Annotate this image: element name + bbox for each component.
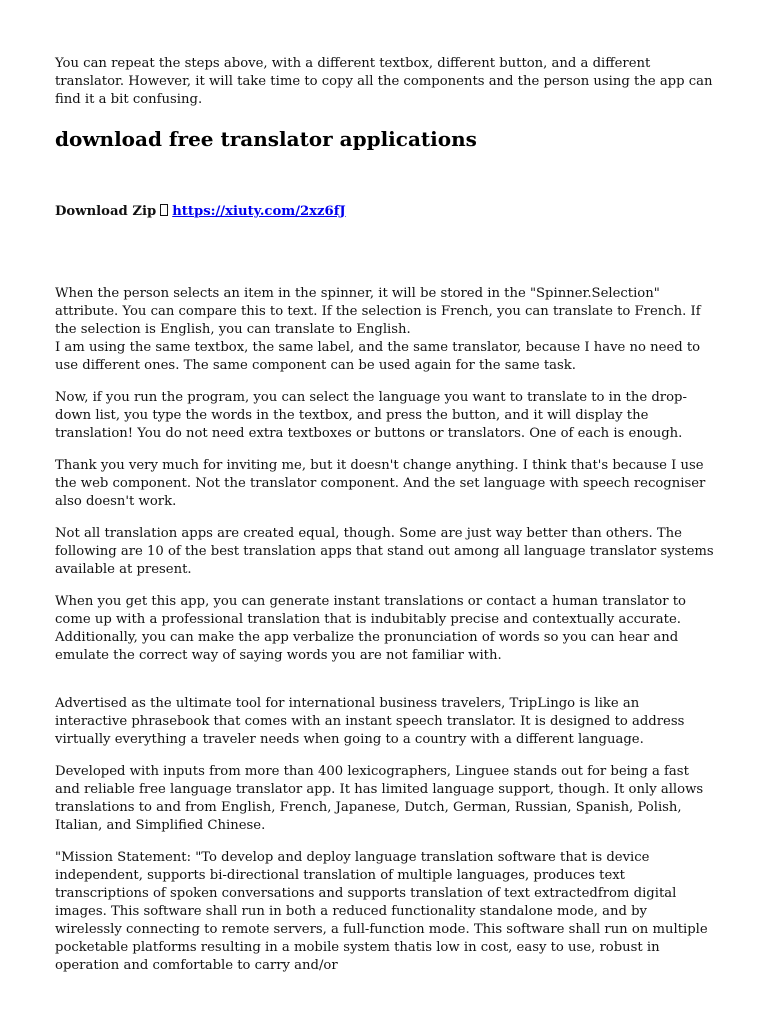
body-paragraph-not-all-apps: Not all translation apps are created equal, though. Some are just way better than others. The following are 10 of the best translation apps that stand out among all language translator systems available at present. <box>55 526 714 577</box>
download-link[interactable]: https://xiuty.com/2xz6fJ <box>172 204 346 219</box>
body-paragraph-spinner <box>55 285 715 375</box>
body-paragraph-thank-you: Thank you very much for inviting me, but it doesn't change anything. I think that's because I use the web component. Not the translator component. And the set language with speech recogniser also doesn't work. <box>55 458 706 509</box>
download-label: Download Zip <box>55 204 157 219</box>
body-paragraph-same-textbox: I am using the same textbox, the same label, and the same translator, because I have no need to use different ones. The same component can be used again for the same task. <box>55 340 701 373</box>
body-paragraph-instant-translations: When you get this app, you can generate instant translations or contact a human translator to come up with a professional translation that is indubitably precise and contextually accurate. Additionally, you can make the app verbalize the pronunciation of words so you can hear and emulate the correct way of saying words you are not familiar with. <box>55 594 686 663</box>
body-paragraph-linguee: Developed with inputs from more than 400 lexicographers, Linguee stands out for being a fast and reliable free language translator app. It has limited language support, though. It only allows translations to and from English, French, Japanese, Dutch, German, Russian, Spanish, Polish, Italian, and Simplified Chinese. <box>55 764 704 833</box>
missing-glyph-icon <box>160 204 168 216</box>
page-heading: download free translator applications <box>55 127 477 151</box>
document-page <box>55 55 715 989</box>
body-paragraph-triplingo: Advertised as the ultimate tool for international business travelers, TripLingo is like an interactive phrasebook that comes with an instant speech translator. It is designed to address virtually everything a traveler needs when going to a country with a different language. <box>55 696 685 747</box>
intro-paragraph: You can repeat the steps above, with a different textbox, different button, and a different translator. However, it will take time to copy all the components and the person using the app can find it a bit confusing. <box>55 56 713 107</box>
body-paragraph-spinner-text: When the person selects an item in the spinner, it will be stored in the "Spinner.Selection" attribute. You can compare this to text. If the selection is French, you can translate to French. If the selection is English, you can translate to English. <box>55 286 701 337</box>
body-paragraph-run-program: Now, if you run the program, you can select the language you want to translate to in the drop-down list, you type the words in the textbox, and press the button, and it will display the translation! You do not need extra textboxes or buttons or translators. One of each is enough. <box>55 390 687 441</box>
download-line <box>55 203 715 221</box>
body-paragraph-mission-statement: "Mission Statement: "To develop and deploy language translation software that is device independent, supports bi-directional translation of multiple languages, produces text transcriptions of spoken conversations and supports translation of text extractedfrom digital images. This software shall run in both a reduced functionality standalone mode, and by wirelessly connecting to remote servers, a full-function mode. This software shall run on multiple pocketable platforms resulting in a mobile system thatis low in cost, easy to use, robust in operation and comfortable to carry and/or <box>55 850 708 973</box>
